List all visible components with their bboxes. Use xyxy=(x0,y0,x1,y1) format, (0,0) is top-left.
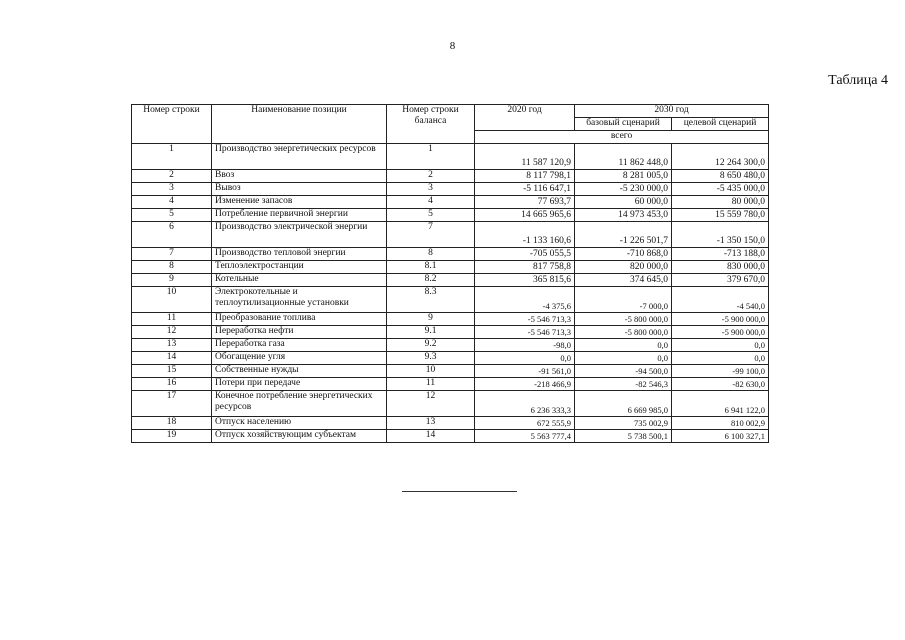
value-2020-cell: -91 561,0 xyxy=(475,365,575,378)
value-base-cell: 14 973 453,0 xyxy=(575,209,672,222)
value-base-cell: -5 800 000,0 xyxy=(575,326,672,339)
value-target-cell: -82 630,0 xyxy=(672,378,769,391)
value-2020-cell: 817 758,8 xyxy=(475,261,575,274)
position-name-cell: Потери при передаче xyxy=(212,378,387,391)
value-base-cell: 0,0 xyxy=(575,339,672,352)
position-name-cell: Ввоз xyxy=(212,170,387,183)
value-target-cell: -713 188,0 xyxy=(672,248,769,261)
balance-row-cell: 12 xyxy=(387,391,475,417)
value-target-cell: 6 100 327,1 xyxy=(672,430,769,443)
value-target-cell: 15 559 780,0 xyxy=(672,209,769,222)
header-row-number: Номер строки xyxy=(132,105,212,144)
value-target-cell: -5 435 000,0 xyxy=(672,183,769,196)
table-row xyxy=(132,430,769,443)
balance-row-cell: 14 xyxy=(387,430,475,443)
table-row xyxy=(132,261,769,274)
balance-row-cell: 4 xyxy=(387,196,475,209)
header-position-name: Наименование позиции xyxy=(212,105,387,144)
table-row xyxy=(132,222,769,248)
row-number-cell: 8 xyxy=(132,261,212,274)
balance-row-cell: 9.3 xyxy=(387,352,475,365)
table-row xyxy=(132,326,769,339)
value-target-cell: 12 264 300,0 xyxy=(672,144,769,170)
table-row xyxy=(132,183,769,196)
value-2020-cell: -218 466,9 xyxy=(475,378,575,391)
position-name-cell: Котельные xyxy=(212,274,387,287)
energy-balance-table xyxy=(131,104,769,443)
row-number-cell: 10 xyxy=(132,287,212,313)
value-2020-cell: 365 815,6 xyxy=(475,274,575,287)
value-base-cell: -82 546,3 xyxy=(575,378,672,391)
value-2020-cell: 77 693,7 xyxy=(475,196,575,209)
value-2020-cell: -98,0 xyxy=(475,339,575,352)
position-name-cell: Производство энергетических ресурсов xyxy=(212,144,387,170)
row-number-cell: 7 xyxy=(132,248,212,261)
value-base-cell: 820 000,0 xyxy=(575,261,672,274)
position-name-cell: Обогащение угля xyxy=(212,352,387,365)
row-number-cell: 1 xyxy=(132,144,212,170)
balance-row-cell: 10 xyxy=(387,365,475,378)
row-number-cell: 18 xyxy=(132,417,212,430)
value-2020-cell: 5 563 777,4 xyxy=(475,430,575,443)
row-number-cell: 12 xyxy=(132,326,212,339)
row-number-cell: 14 xyxy=(132,352,212,365)
value-2020-cell: 11 587 120,9 xyxy=(475,144,575,170)
row-number-cell: 15 xyxy=(132,365,212,378)
page-number: 8 xyxy=(449,40,456,52)
value-base-cell: -5 800 000,0 xyxy=(575,313,672,326)
value-base-cell: -5 230 000,0 xyxy=(575,183,672,196)
position-name-cell: Конечное потребление энергетических ресурсов xyxy=(212,391,387,417)
value-target-cell: 810 002,9 xyxy=(672,417,769,430)
table-row xyxy=(132,378,769,391)
value-target-cell: 8 650 480,0 xyxy=(672,170,769,183)
header-base-scenario: базовый сценарий xyxy=(575,118,672,131)
table-row xyxy=(132,196,769,209)
table-row xyxy=(132,287,769,313)
row-number-cell: 11 xyxy=(132,313,212,326)
position-name-cell: Отпуск населению xyxy=(212,417,387,430)
balance-row-cell: 9.1 xyxy=(387,326,475,339)
balance-row-cell: 8.3 xyxy=(387,287,475,313)
value-2020-cell: 672 555,9 xyxy=(475,417,575,430)
balance-row-cell: 8.1 xyxy=(387,261,475,274)
table-label: Таблица 4 xyxy=(828,73,888,88)
balance-row-cell: 3 xyxy=(387,183,475,196)
value-base-cell: -7 000,0 xyxy=(575,287,672,313)
balance-row-cell: 5 xyxy=(387,209,475,222)
table-row xyxy=(132,391,769,417)
balance-row-cell: 11 xyxy=(387,378,475,391)
value-2020-cell: -5 546 713,3 xyxy=(475,313,575,326)
row-number-cell: 3 xyxy=(132,183,212,196)
value-base-cell: 11 862 448,0 xyxy=(575,144,672,170)
balance-row-cell: 8 xyxy=(387,248,475,261)
value-2020-cell: 14 665 965,6 xyxy=(475,209,575,222)
table-row xyxy=(132,352,769,365)
table-row xyxy=(132,365,769,378)
table-row xyxy=(132,313,769,326)
header-balance-row: Номер строки баланса xyxy=(387,105,475,144)
header-year-2030: 2030 год xyxy=(575,105,769,118)
value-target-cell: -99 100,0 xyxy=(672,365,769,378)
position-name-cell: Собственные нужды xyxy=(212,365,387,378)
position-name-cell: Производство тепловой энергии xyxy=(212,248,387,261)
value-2020-cell: -5 546 713,3 xyxy=(475,326,575,339)
balance-row-cell: 7 xyxy=(387,222,475,248)
row-number-cell: 13 xyxy=(132,339,212,352)
footer-rule xyxy=(402,491,517,492)
value-2020-cell: -1 133 160,6 xyxy=(475,222,575,248)
value-base-cell: 0,0 xyxy=(575,352,672,365)
value-base-cell: -1 226 501,7 xyxy=(575,222,672,248)
position-name-cell: Переработка газа xyxy=(212,339,387,352)
balance-row-cell: 2 xyxy=(387,170,475,183)
row-number-cell: 19 xyxy=(132,430,212,443)
value-target-cell: -4 540,0 xyxy=(672,287,769,313)
value-base-cell: -94 500,0 xyxy=(575,365,672,378)
position-name-cell: Переработка нефти xyxy=(212,326,387,339)
position-name-cell: Электрокотельные и теплоутилизационные установки xyxy=(212,287,387,313)
balance-row-cell: 9 xyxy=(387,313,475,326)
row-number-cell: 5 xyxy=(132,209,212,222)
table-row xyxy=(132,339,769,352)
table-row xyxy=(132,274,769,287)
value-target-cell: 379 670,0 xyxy=(672,274,769,287)
value-target-cell: 0,0 xyxy=(672,352,769,365)
header-year-2020: 2020 год xyxy=(475,105,575,131)
table-row xyxy=(132,417,769,430)
table-row xyxy=(132,248,769,261)
value-target-cell: -5 900 000,0 xyxy=(672,313,769,326)
value-2020-cell: -5 116 647,1 xyxy=(475,183,575,196)
row-number-cell: 17 xyxy=(132,391,212,417)
table-row xyxy=(132,209,769,222)
row-number-cell: 16 xyxy=(132,378,212,391)
value-2020-cell: -4 375,6 xyxy=(475,287,575,313)
row-number-cell: 6 xyxy=(132,222,212,248)
value-base-cell: 6 669 985,0 xyxy=(575,391,672,417)
value-target-cell: 6 941 122,0 xyxy=(672,391,769,417)
position-name-cell: Изменение запасов xyxy=(212,196,387,209)
table-row xyxy=(132,144,769,170)
position-name-cell: Вывоз xyxy=(212,183,387,196)
value-target-cell: 830 000,0 xyxy=(672,261,769,274)
balance-row-cell: 1 xyxy=(387,144,475,170)
value-base-cell: 8 281 005,0 xyxy=(575,170,672,183)
row-number-cell: 9 xyxy=(132,274,212,287)
balance-row-cell: 13 xyxy=(387,417,475,430)
value-base-cell: -710 868,0 xyxy=(575,248,672,261)
position-name-cell: Потребление первичной энергии xyxy=(212,209,387,222)
row-number-cell: 2 xyxy=(132,170,212,183)
position-name-cell: Преобразование топлива xyxy=(212,313,387,326)
position-name-cell: Теплоэлектростанции xyxy=(212,261,387,274)
header-target-scenario: целевой сценарий xyxy=(672,118,769,131)
value-2020-cell: 8 117 798,1 xyxy=(475,170,575,183)
value-2020-cell: -705 055,5 xyxy=(475,248,575,261)
balance-row-cell: 9.2 xyxy=(387,339,475,352)
table-body xyxy=(132,144,769,443)
value-base-cell: 374 645,0 xyxy=(575,274,672,287)
value-target-cell: -1 350 150,0 xyxy=(672,222,769,248)
value-base-cell: 5 738 500,1 xyxy=(575,430,672,443)
row-number-cell: 4 xyxy=(132,196,212,209)
value-2020-cell: 6 236 333,3 xyxy=(475,391,575,417)
value-target-cell: 0,0 xyxy=(672,339,769,352)
table-row xyxy=(132,170,769,183)
value-target-cell: 80 000,0 xyxy=(672,196,769,209)
balance-row-cell: 8.2 xyxy=(387,274,475,287)
value-base-cell: 735 002,9 xyxy=(575,417,672,430)
position-name-cell: Производство электрической энергии xyxy=(212,222,387,248)
value-base-cell: 60 000,0 xyxy=(575,196,672,209)
subheader-total: всего xyxy=(475,131,769,144)
position-name-cell: Отпуск хозяйствующим субъектам xyxy=(212,430,387,443)
value-target-cell: -5 900 000,0 xyxy=(672,326,769,339)
value-2020-cell: 0,0 xyxy=(475,352,575,365)
